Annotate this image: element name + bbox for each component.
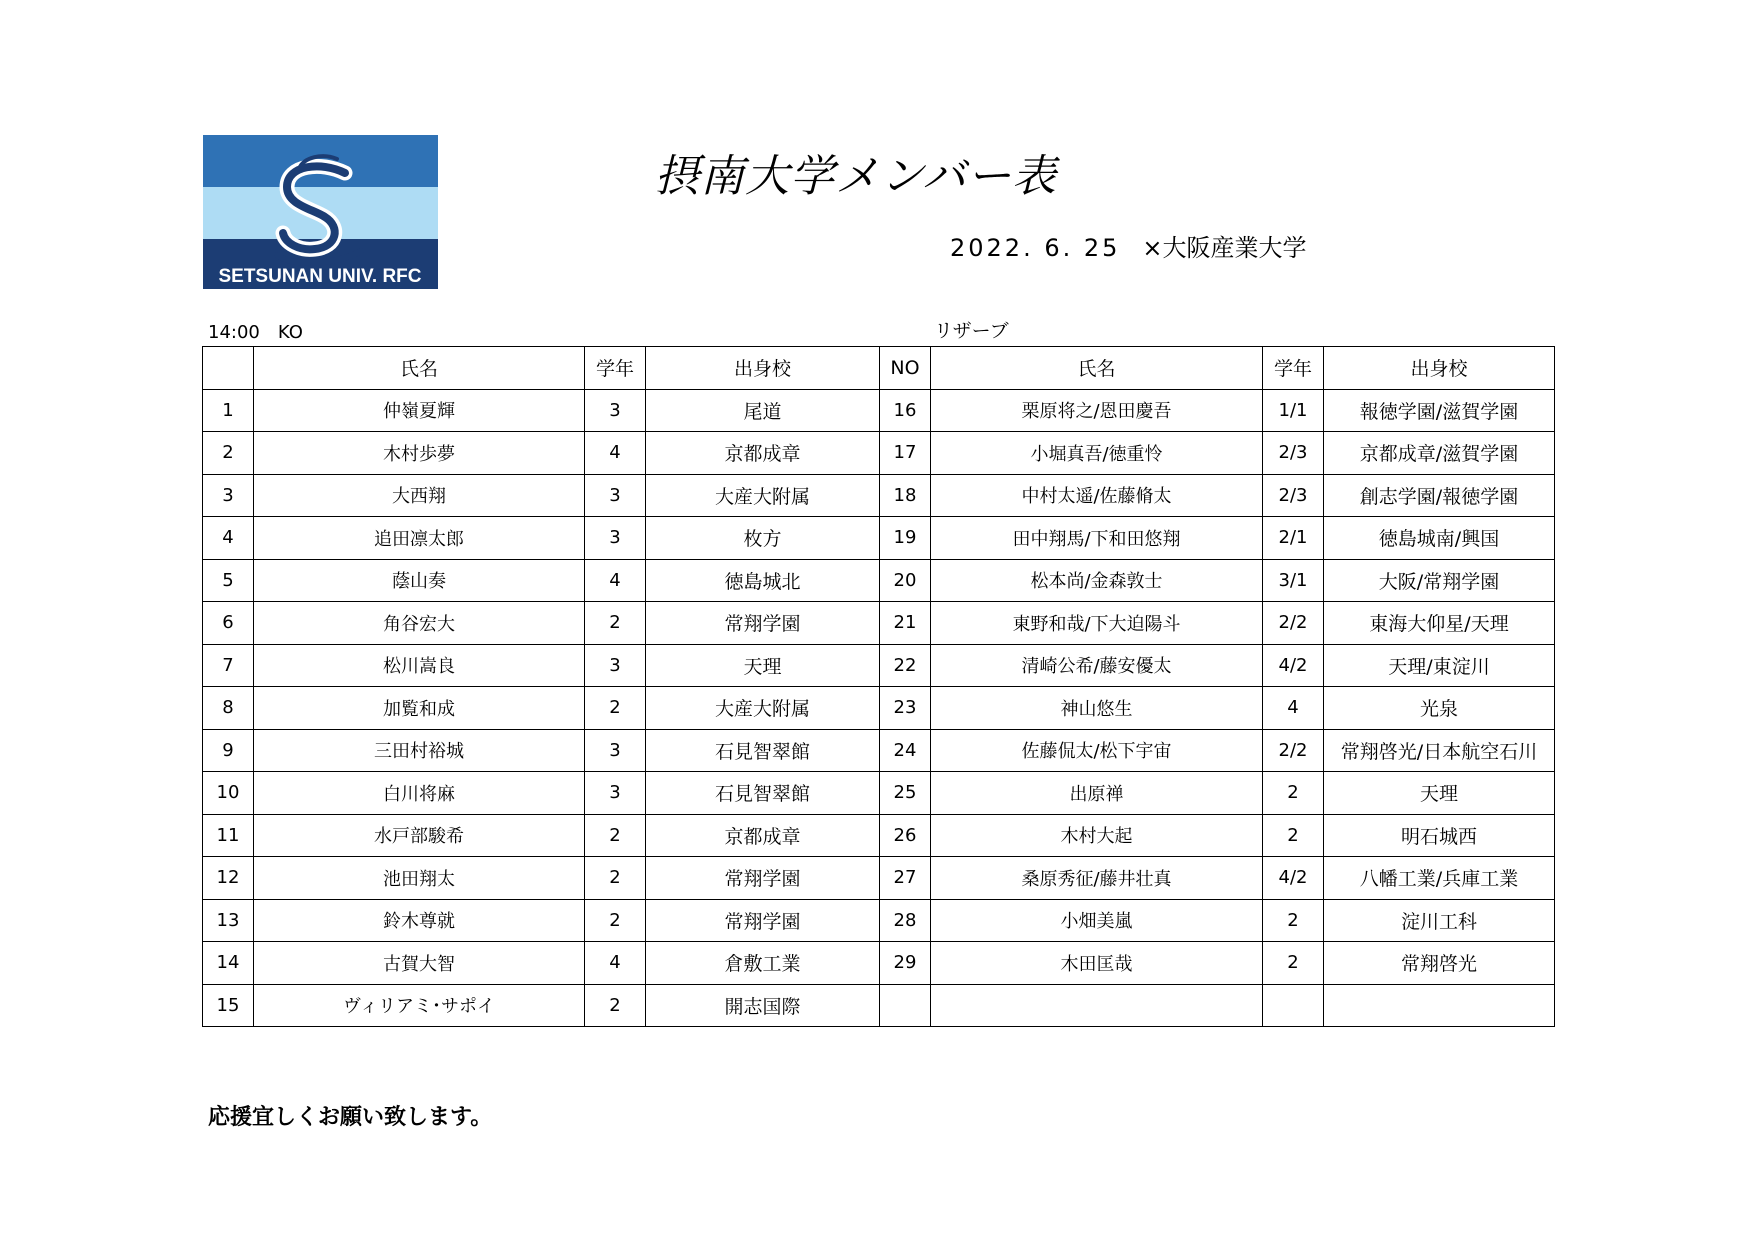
reserve-grade: 3/1 bbox=[1263, 559, 1324, 602]
player-no: 6 bbox=[203, 602, 254, 645]
table-row bbox=[203, 432, 1555, 475]
table-row bbox=[203, 687, 1555, 730]
player-school: 天理 bbox=[646, 644, 880, 687]
reserve-grade: 4/2 bbox=[1263, 857, 1324, 900]
table-row bbox=[203, 984, 1555, 1027]
player-name: 木村歩夢 bbox=[254, 432, 585, 475]
reserve-no bbox=[880, 984, 931, 1027]
reserve-name: 小畑美嵐 bbox=[931, 899, 1263, 942]
player-name: 鈴木尊就 bbox=[254, 899, 585, 942]
player-name: 蔭山奏 bbox=[254, 559, 585, 602]
reserve-school: 淀川工科 bbox=[1324, 899, 1555, 942]
reserve-no: 19 bbox=[880, 517, 931, 560]
reserve-name bbox=[931, 984, 1263, 1027]
reserve-grade: 2 bbox=[1263, 772, 1324, 815]
player-no: 9 bbox=[203, 729, 254, 772]
reserve-school: 明石城西 bbox=[1324, 814, 1555, 857]
table-row bbox=[203, 644, 1555, 687]
header-grade: 学年 bbox=[585, 347, 646, 390]
player-school: 尾道 bbox=[646, 389, 880, 432]
reserve-name: 木村大起 bbox=[931, 814, 1263, 857]
player-school: 開志国際 bbox=[646, 984, 880, 1027]
reserve-school: 常翔啓光 bbox=[1324, 942, 1555, 985]
player-school: 倉敷工業 bbox=[646, 942, 880, 985]
reserve-grade: 2/2 bbox=[1263, 729, 1324, 772]
reserve-school: 天理 bbox=[1324, 772, 1555, 815]
reserve-no: 29 bbox=[880, 942, 931, 985]
player-name: 池田翔太 bbox=[254, 857, 585, 900]
kickoff-time: 14:00 KO bbox=[208, 322, 303, 343]
reserve-name: 出原禅 bbox=[931, 772, 1263, 815]
player-name: 三田村裕城 bbox=[254, 729, 585, 772]
player-grade: 4 bbox=[585, 432, 646, 475]
header-name: 氏名 bbox=[254, 347, 585, 390]
reserve-name: 東野和哉/下大迫陽斗 bbox=[931, 602, 1263, 645]
table-row bbox=[203, 899, 1555, 942]
reserve-no: 16 bbox=[880, 389, 931, 432]
player-no: 15 bbox=[203, 984, 254, 1027]
player-grade: 2 bbox=[585, 814, 646, 857]
player-name: 加覧和成 bbox=[254, 687, 585, 730]
reserve-no: 27 bbox=[880, 857, 931, 900]
reserve-grade: 2 bbox=[1263, 942, 1324, 985]
reserve-grade: 2/2 bbox=[1263, 602, 1324, 645]
player-grade: 3 bbox=[585, 772, 646, 815]
reserve-school: 常翔啓光/日本航空石川 bbox=[1324, 729, 1555, 772]
player-grade: 2 bbox=[585, 857, 646, 900]
table-row bbox=[203, 729, 1555, 772]
reserve-school: 報徳学園/滋賀学園 bbox=[1324, 389, 1555, 432]
reserve-name: 中村太遥/佐藤脩太 bbox=[931, 474, 1263, 517]
reserve-school: 天理/東淀川 bbox=[1324, 644, 1555, 687]
reserve-grade: 4/2 bbox=[1263, 644, 1324, 687]
player-school: 常翔学園 bbox=[646, 857, 880, 900]
player-name: 追田凛太郎 bbox=[254, 517, 585, 560]
reserve-name: 神山悠生 bbox=[931, 687, 1263, 730]
reserve-no: 24 bbox=[880, 729, 931, 772]
player-no: 7 bbox=[203, 644, 254, 687]
player-no: 2 bbox=[203, 432, 254, 475]
table-row bbox=[203, 772, 1555, 815]
player-name: 古賀大智 bbox=[254, 942, 585, 985]
table-row bbox=[203, 814, 1555, 857]
player-grade: 3 bbox=[585, 389, 646, 432]
table-row bbox=[203, 602, 1555, 645]
reserve-no: 21 bbox=[880, 602, 931, 645]
player-no: 3 bbox=[203, 474, 254, 517]
reserve-school: 八幡工業/兵庫工業 bbox=[1324, 857, 1555, 900]
reserve-school: 創志学園/報徳学園 bbox=[1324, 474, 1555, 517]
player-grade: 2 bbox=[585, 899, 646, 942]
table-row bbox=[203, 474, 1555, 517]
player-school: 石見智翠館 bbox=[646, 772, 880, 815]
roster-body bbox=[203, 389, 1555, 1027]
reserve-name: 松本尚/金森敦士 bbox=[931, 559, 1263, 602]
reserve-grade: 2/1 bbox=[1263, 517, 1324, 560]
match-opponent: ×大阪産業大学 bbox=[1142, 234, 1307, 262]
player-grade: 2 bbox=[585, 687, 646, 730]
page-title: 摂南大学メンバー表 bbox=[655, 151, 1057, 202]
player-grade: 2 bbox=[585, 602, 646, 645]
header-reserve-grade: 学年 bbox=[1263, 347, 1324, 390]
reserve-no: 23 bbox=[880, 687, 931, 730]
roster-table bbox=[202, 346, 1555, 1027]
player-grade: 2 bbox=[585, 984, 646, 1027]
player-grade: 3 bbox=[585, 729, 646, 772]
reserve-name: 小堀真吾/徳重怜 bbox=[931, 432, 1263, 475]
player-school: 常翔学園 bbox=[646, 602, 880, 645]
reserve-grade bbox=[1263, 984, 1324, 1027]
reserve-no: 20 bbox=[880, 559, 931, 602]
reserve-school: 徳島城南/興国 bbox=[1324, 517, 1555, 560]
reserve-name: 桑原秀征/藤井壮真 bbox=[931, 857, 1263, 900]
header-reserve-school: 出身校 bbox=[1324, 347, 1555, 390]
player-name: 松川嵩良 bbox=[254, 644, 585, 687]
reserve-school: 光泉 bbox=[1324, 687, 1555, 730]
table-row bbox=[203, 942, 1555, 985]
player-name: 白川将麻 bbox=[254, 772, 585, 815]
logo-text: SETSUNAN UNIV. RFC bbox=[218, 266, 422, 287]
player-no: 13 bbox=[203, 899, 254, 942]
reserve-label: リザーブ bbox=[934, 320, 1009, 342]
player-grade: 4 bbox=[585, 559, 646, 602]
player-no: 1 bbox=[203, 389, 254, 432]
player-no: 12 bbox=[203, 857, 254, 900]
player-grade: 3 bbox=[585, 644, 646, 687]
reserve-no: 17 bbox=[880, 432, 931, 475]
player-school: 京都成章 bbox=[646, 432, 880, 475]
reserve-school: 京都成章/滋賀学園 bbox=[1324, 432, 1555, 475]
player-no: 5 bbox=[203, 559, 254, 602]
table-row bbox=[203, 559, 1555, 602]
player-grade: 4 bbox=[585, 942, 646, 985]
reserve-no: 18 bbox=[880, 474, 931, 517]
reserve-grade: 2/3 bbox=[1263, 432, 1324, 475]
player-no: 14 bbox=[203, 942, 254, 985]
match-date: 2022. 6. 25 bbox=[950, 234, 1121, 262]
player-school: 常翔学園 bbox=[646, 899, 880, 942]
player-no: 4 bbox=[203, 517, 254, 560]
reserve-no: 26 bbox=[880, 814, 931, 857]
reserve-no: 22 bbox=[880, 644, 931, 687]
player-no: 11 bbox=[203, 814, 254, 857]
player-name: 大西翔 bbox=[254, 474, 585, 517]
reserve-grade: 2/3 bbox=[1263, 474, 1324, 517]
team-logo bbox=[203, 135, 438, 289]
table-row bbox=[203, 857, 1555, 900]
player-school: 徳島城北 bbox=[646, 559, 880, 602]
player-name: 水戸部駿希 bbox=[254, 814, 585, 857]
reserve-grade: 2 bbox=[1263, 899, 1324, 942]
table-header-row bbox=[203, 347, 1555, 390]
player-name: 仲嶺夏輝 bbox=[254, 389, 585, 432]
player-name: ヴィリアミ･サポイ bbox=[254, 984, 585, 1027]
header-reserve-no: NO bbox=[880, 347, 931, 390]
team-crest-icon bbox=[203, 135, 438, 289]
player-school: 石見智翠館 bbox=[646, 729, 880, 772]
reserve-school bbox=[1324, 984, 1555, 1027]
table-row bbox=[203, 517, 1555, 560]
support-message: 応援宜しくお願い致します。 bbox=[208, 1105, 493, 1130]
reserve-name: 栗原将之/恩田慶吾 bbox=[931, 389, 1263, 432]
reserve-grade: 4 bbox=[1263, 687, 1324, 730]
reserve-name: 佐藤侃太/松下宇宙 bbox=[931, 729, 1263, 772]
reserve-school: 東海大仰星/天理 bbox=[1324, 602, 1555, 645]
header-reserve-name: 氏名 bbox=[931, 347, 1263, 390]
reserve-school: 大阪/常翔学園 bbox=[1324, 559, 1555, 602]
table-row bbox=[203, 389, 1555, 432]
match-info bbox=[950, 228, 1307, 263]
reserve-grade: 1/1 bbox=[1263, 389, 1324, 432]
reserve-name: 清崎公希/藤安優太 bbox=[931, 644, 1263, 687]
player-school: 大産大附属 bbox=[646, 474, 880, 517]
player-school: 大産大附属 bbox=[646, 687, 880, 730]
reserve-grade: 2 bbox=[1263, 814, 1324, 857]
reserve-name: 木田匡哉 bbox=[931, 942, 1263, 985]
player-no: 8 bbox=[203, 687, 254, 730]
header-school: 出身校 bbox=[646, 347, 880, 390]
player-grade: 3 bbox=[585, 517, 646, 560]
header-no bbox=[203, 347, 254, 390]
player-grade: 3 bbox=[585, 474, 646, 517]
player-name: 角谷宏大 bbox=[254, 602, 585, 645]
player-school: 京都成章 bbox=[646, 814, 880, 857]
reserve-no: 28 bbox=[880, 899, 931, 942]
reserve-name: 田中翔馬/下和田悠翔 bbox=[931, 517, 1263, 560]
reserve-no: 25 bbox=[880, 772, 931, 815]
player-school: 枚方 bbox=[646, 517, 880, 560]
player-no: 10 bbox=[203, 772, 254, 815]
